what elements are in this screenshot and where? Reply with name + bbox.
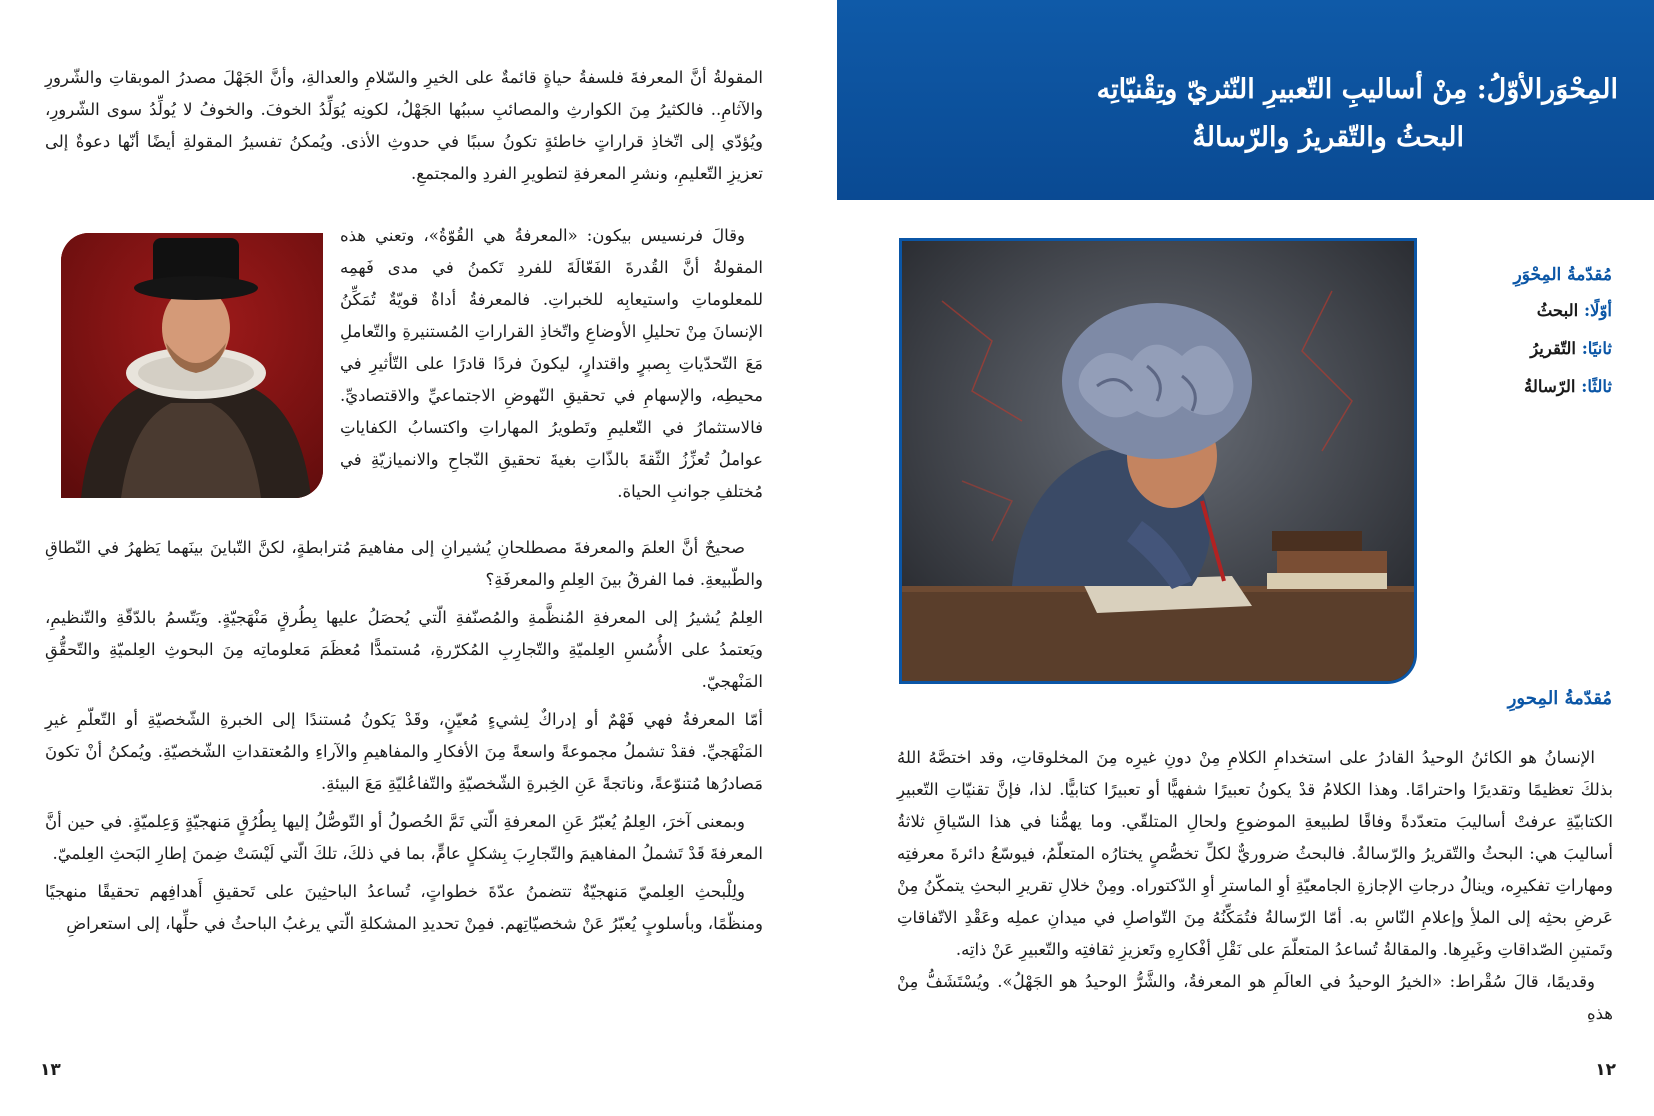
paragraph-bacon: وقالَ فرنسيس بيكون: «المعرفةُ هي القُوّةُ»، وتعني هذه المقولةُ أنَّ القُدرةَ الفَعّالَةَ للفردِ تَكمنُ في مدى فَهمِه للمعلوماتِ واستيعابِه للخبراتِ. فالمعرفةُ أداةٌ قويّةٌ تُمَكِّنُ الإنسانَ مِنْ تحليلِ الأوضاعِ واتّخاذِ القراراتِ المُستنيرةِ والتّعاملِ مَعَ التّحدّياتِ بِصبرٍ واقتدارٍ، ليكونَ فردًا قادرًا على التّأثيرِ في محيطِه، والإسهامِ في تحقيقِ النّهوضِ الاجتماعيِّ والاقتصاديِّ. فالاستثمارُ في التّعليمِ وتَطويرُ المهاراتِ واكتسابُ الكفاياتِ عواملُ تُعزِّزُ الثّقةَ بالذّاتِ بغيةَ تحقيقِ النّجاحِ والانميازيّةِ في مُختلفِ جوانبِ الحياة. [340,226,763,501]
paragraph: صحيحٌ أنَّ العلمَ والمعرفةَ مصطلحانِ يُشيرانِ إلى مفاهيمَ مُترابطةٍ، لكنَّ التّباينَ بينَهما يَظهرُ في النّطاقِ والطّبيعةِ. فما الفرقُ بينَ العِلمِ والمعرفَةِ؟ [45,538,763,589]
paragraph: أمّا المعرفةُ فهي فَهْمٌ أو إدراكٌ لِشيءٍ مُعيّنٍ، وقَدْ يَكونُ مُستندًا إلى الخبرةِ الشّخصيّةِ أو التّعلّمِ غيرِ المَنْهَجيِّ. فقدْ تشملُ مجموعةً واسعةً مِنَ الأفكارِ والمفاهيمِ والآراءِ والمُعتقداتِ الشّخصيّةِ. ويُمكنُ أنْ تكونَ مَصادرُها مُتنوّعةً، وناتجةً عَنِ الخِبرةِ الشّخصيّةِ والتّفاعُليّةِ مَعَ البيئةِ. [45,710,763,793]
toc-ordinal: ثالثًا: [1581,377,1612,396]
toc-ordinal: ثانيًا: [1581,339,1612,358]
chapter-header-band [837,0,1654,200]
portrait-illustration [61,233,323,498]
francis-bacon-portrait [61,233,323,498]
right-page [827,0,1654,1116]
toc-label: البحثُ [1536,301,1579,320]
toc-label: التّقريرُ [1530,339,1576,358]
chapter-contents [1514,265,1612,415]
toc-label: الرّسالةُ [1524,377,1576,396]
brain-student-illustration [899,238,1417,684]
section-heading: مُقدّمةُ المِحورِ [1507,688,1612,709]
page-number-left: ١٣ [40,1060,61,1080]
left-text-top [45,62,763,190]
paragraph: وقديمًا، قالَ سُقْراط: «الخيرُ الوحيدُ في العالَمِ هو المعرفةُ، والشَّرُّ الوحيدُ هو الجَهْلُ». ويُسْتَشَفُّ مِنْ هذهِ [897,972,1613,1023]
toc-item-research [1514,301,1612,320]
toc-title: مُقدّمةُ المِحْوَرِ [1513,265,1612,285]
chapter-title: المِحْوَرالأوّلُ: مِنْ أساليبِ التّعبيرِ النّثريّ وتِقْنيّاتِه [1096,74,1618,105]
paragraph: الإنسانُ هو الكائنُ الوحيدُ القادرُ على استخدامِ الكلامِ مِنْ دونِ غيرِه مِنَ المخلوقاتِ، وقد اختصَّهُ اللهُ بذلكَ تعظيمًا وتقديرًا واحترامًا. وهذا الكلامُ قدْ يكونُ تعبيرًا شفهيًّا أو تعبيرًا كتابيًّا. لذا، فإنَّ تقنيّاتِ التّعبيرِ الكتابيّةِ عرفتْ أساليبَ متعدّدةً وفاقًا لطبيعةِ الموضوعِ ولحالِ المتلقّي. وما يهمُّنا في هذا السّياقِ ثلاثةُ أساليبَ هي: البحثُ والتّقريرُ والرّسالةُ. فالبحثُ ضروريٌّ لكلِّ تخصُّصٍ يختارُه المتعلّمُ، فيوسّعُ دائرةَ معرفتِه ومهاراتِ تفكيرِه، وينالُ درجاتِ الإجازةِ الجامعيّةِ أوِ الماسترِ أوِ الدّكتوراه. ومِنْ خلالِ تقريرِ البحثِ يتمكّنُ مِنْ عَرضِ بحثِه إلى الملأِ وإعلامِ النّاسِ به. أمّا الرّسالةُ فتُمَكِّنُهُ مِنَ التّواصلِ في ميدانِ عملِه وعَقْدِ الاتّفاقاتِ وتَمتينِ الصّداقاتِ وغَيرِها. والمقالةُ تُساعدُ المتعلّمَ على نَقْلِ أفْكارِهِ وتَعزيزِ ثقافتِه والتّعبيرِ عَنْ ذاتِه. [897,748,1613,959]
toc-ordinal: أوّلًا: [1583,301,1612,320]
toc-item-letter [1514,377,1612,396]
illustration-image [902,241,1414,681]
right-text [897,742,1613,1030]
paragraph: وبمعنى آخرَ، العِلمُ يُعبّرُ عَنِ المعرفةِ الّتي تَمَّ الحُصولُ أو التّوصُّلُ إليها بِطُرُقٍ مَنهجيّةٍ وَعِلميّةٍ. في حين أنَّ المعرفةَ قَدْ تَشملُ المفاهيمَ والتّجارِبَ بِشكلٍ عامٍّ، بما في ذلكَ، تلكَ الّتي لَيْسَتْ ضِمنَ إطارِ البَحثِ العِلميّ. [45,812,763,863]
left-text-bacon [340,220,763,508]
paragraph: المقولةُ أنَّ المعرفةَ فلسفةُ حياةٍ قائمةٌ على الخيرِ والسّلامِ والعدالةِ، وأنَّ الجَهْلَ مصدرُ الموبقاتِ والشّرورِ والآثامِ.. فالكثيرُ مِنَ الكوارثِ والمصائبِ سببُها الجَهْلُ، لكونِه يُوَلِّدُ الخوفَ. والخوفُ لا يُولِّدُ سوى الشّرورِ، ويُؤدّي إلى اتّخاذِ قراراتٍ خاطئةٍ تكونُ سببًا في حدوثِ الأذى. ويُمكنُ تفسيرُ المقولةِ أيضًا أنّها دعوةٌ إلى تعزيزِ التّعليمِ، ونشرِ المعرفةِ لتطويرِ الفردِ والمجتمعِ. [45,68,763,183]
paragraph: ولِلْبحثِ العِلميّ مَنهجيّةٌ تتضمنُ عدّةَ خطواتٍ، تُساعدُ الباحثِينَ على تَحقيقِ أَهدافِهم تحقيقًا منهجيًا ومنظّمًا، وبأسلوبٍ يُعبّرُ عَنْ شخصيّاتِهم. فمِنْ تحديدِ المشكلةِ الّتي يرغبُ الباحثُ في حلِّها، إلى استعراضِ [45,882,763,933]
toc-item-report [1514,339,1612,358]
page-number-right: ١٢ [1595,1060,1616,1080]
chapter-subtitle: البحثُ والتّقريرُ والرّسالةُ [1192,122,1464,153]
left-text-bottom [45,532,763,940]
paragraph: العِلمُ يُشيرُ إلى المعرفةِ المُنظَّمةِ والمُصنّفةِ الّتي يُحصَلُ عليها بِطُرقٍ مَنْهَجيّةٍ. ويَتّسمُ بالدّقّةِ والتّنظيمِ، ويَعتمدُ على الأُسُسِ العِلميّةِ والتّجارِبِ المُكرّرةِ، مُستمدًّا مُعظَمَ مَعلوماتِه مِنَ البحوثِ العِلميّةِ والتّحقُّقِ المَنْهجيّ. [45,608,763,691]
